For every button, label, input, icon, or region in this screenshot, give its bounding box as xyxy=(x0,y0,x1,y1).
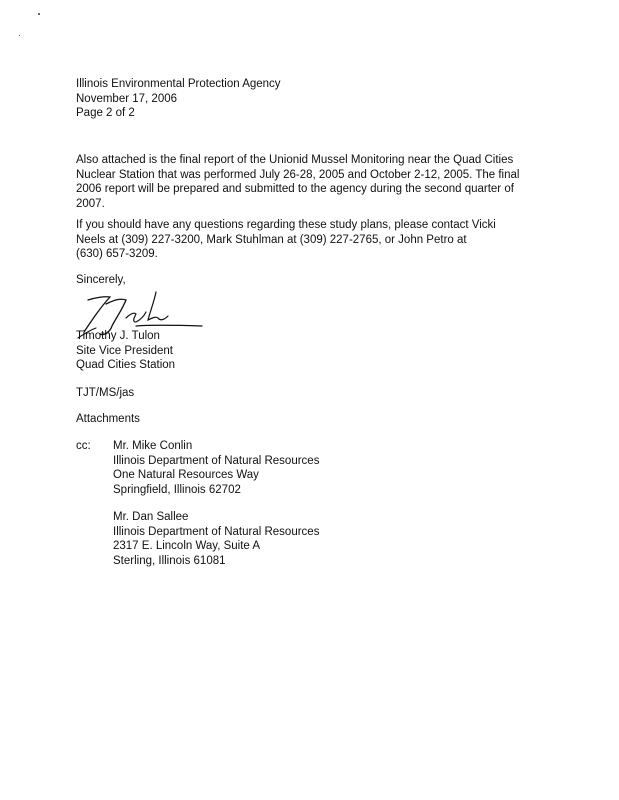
typist-initials xyxy=(76,386,556,401)
attachments-label: Attachments xyxy=(76,413,140,425)
header-date: November 17, 2006 xyxy=(76,92,178,105)
paragraph-line: 2006 report will be prepared and submitted to the agency during the second quarter of xyxy=(76,183,514,195)
recipient-street: 2317 E. Lincoln Way, Suite A xyxy=(113,540,261,552)
recipient-city: Sterling, Illinois 61081 xyxy=(113,554,226,567)
header-agency: Illinois Environmental Protection Agency xyxy=(76,78,281,90)
recipient-organization: Illinois Department of Natural Resources xyxy=(113,525,320,538)
scan-speck xyxy=(19,35,20,36)
cc-recipient xyxy=(113,510,533,568)
letter-header xyxy=(76,77,556,121)
initials-text: TJT/MS/jas xyxy=(76,387,135,399)
recipient-street: One Natural Resources Way xyxy=(113,469,259,481)
paragraph-line: (630) 657-3209. xyxy=(76,248,158,260)
scan-speck xyxy=(38,13,40,15)
recipient-city: Springfield, Illinois 62702 xyxy=(113,483,241,496)
paragraph-line: 2007. xyxy=(76,197,105,210)
attachments-note xyxy=(76,412,556,427)
signer-name: Timothy J. Tulon xyxy=(76,330,160,342)
signer-block xyxy=(76,329,556,373)
paragraph-line: Neels at (309) 227-3200, Mark Stuhlman at (309) 227-2765, or John Petro at xyxy=(76,233,467,246)
signer-title: Site Vice President xyxy=(76,344,173,357)
cc-recipient xyxy=(113,439,533,497)
recipient-organization: Illinois Department of Natural Resources xyxy=(113,454,320,467)
closing-salutation xyxy=(76,273,556,288)
signer-organization: Quad Cities Station xyxy=(76,359,176,371)
salutation: Sincerely, xyxy=(76,274,126,286)
paragraph-line: If you should have any questions regarding these study plans, please contact Vicki xyxy=(76,219,496,231)
paragraph-line: Also attached is the final report of the Unionid Mussel Monitoring near the Quad Cities xyxy=(76,154,514,166)
body-paragraph-contacts xyxy=(76,218,556,262)
header-page-number: Page 2 of 2 xyxy=(76,107,135,119)
recipient-name: Mr. Dan Sallee xyxy=(113,511,189,523)
paragraph-line: Nuclear Station that was performed July 26-28, 2005 and October 2-12, 2005. The final xyxy=(76,168,520,181)
recipient-name: Mr. Mike Conlin xyxy=(113,440,193,452)
cc-label: cc: xyxy=(76,440,91,452)
body-paragraph-report xyxy=(76,153,556,211)
